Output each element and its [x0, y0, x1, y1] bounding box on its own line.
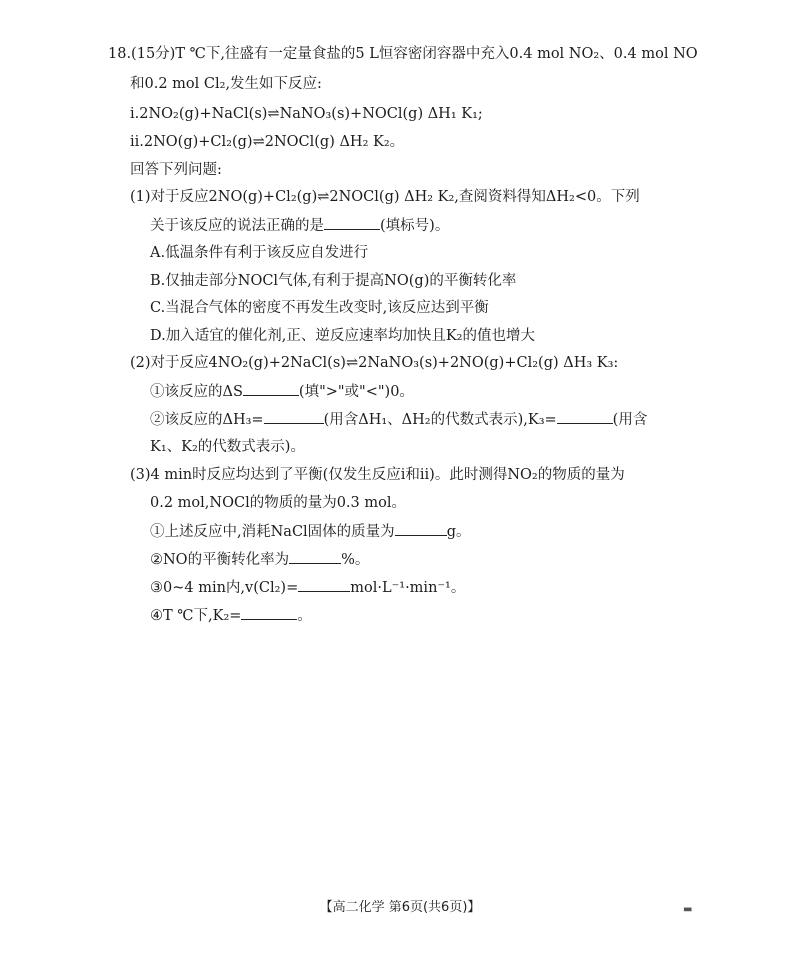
answer-blank[interactable] [557, 409, 613, 424]
part2-q1 [150, 381, 414, 402]
question-header: 18.(15分)T ℃下,往盛有一定量食盐的5 L恒容密闭容器中充入0.4 mol NO₂、0.4 mol NO [108, 46, 698, 62]
part1-stem-suffix: (填标号)。 [380, 218, 450, 234]
part3-q1 [150, 521, 470, 542]
part3-q3-text: ③0~4 min内,v(Cl₂)= [150, 580, 299, 596]
part2-q1-suffix: (填">"或"<")0。 [298, 384, 414, 400]
reaction-ii: ⅱ.2NO(g)+Cl₂(g)⇌2NOCl(g) ΔH₂ K₂。 [130, 134, 405, 150]
part3-q3-suffix: mol·L⁻¹·min⁻¹。 [350, 580, 466, 596]
instruction: 回答下列问题: [130, 162, 222, 178]
question-header-continued: 和0.2 mol Cl₂,发生如下反应: [130, 76, 322, 92]
part3-q3 [150, 577, 465, 598]
reaction-i: ⅰ.2NO₂(g)+NaCl(s)⇌NaNO₃(s)+NOCl(g) ΔH₁ K₁; [130, 106, 483, 122]
part3-q2 [150, 549, 369, 570]
part1-stem: (1)对于反应2NO(g)+Cl₂(g)⇌2NOCl(g) ΔH₂ K₂,查阅资料得知ΔH₂<0。下列 [130, 189, 640, 205]
part2-stem: (2)对于反应4NO₂(g)+2NaCl(s)⇌2NaNO₃(s)+2NO(g)+Cl₂(g) ΔH₃ K₃: [130, 355, 619, 371]
part3-stem: (3)4 min时反应均达到了平衡(仅发生反应ⅰ和ⅱ)。此时测得NO₂的物质的量为 [130, 467, 625, 483]
answer-blank[interactable] [241, 605, 297, 620]
answer-blank[interactable] [264, 409, 324, 424]
option-c: C.当混合气体的密度不再发生改变时,该反应达到平衡 [150, 300, 489, 316]
part2-q2-middle: (用含ΔH₁、ΔH₂的代数式表示),K₃= [323, 412, 557, 428]
option-b: B.仅抽走部分NOCl气体,有利于提高NO(g)的平衡转化率 [150, 273, 517, 289]
answer-blank[interactable] [289, 549, 341, 564]
part3-q1-suffix: g。 [446, 524, 471, 540]
answer-blank[interactable] [298, 577, 350, 592]
part2-q2-suffix: (用含 [612, 412, 648, 428]
option-d: D.加入适宜的催化剂,正、逆反应速率均加快且K₂的值也增大 [150, 328, 535, 344]
option-a: A.低温条件有利于该反应自发进行 [150, 245, 369, 261]
part1-stem-continued [150, 215, 449, 236]
part2-q1-text: ①该反应的ΔS [150, 384, 243, 400]
part2-q2-text: ②该反应的ΔH₃= [150, 412, 264, 428]
part3-q4-text: ④T ℃下,K₂= [150, 608, 242, 624]
scan-mark: ▬ [683, 904, 693, 915]
part3-q1-text: ①上述反应中,消耗NaCl固体的质量为 [150, 524, 395, 540]
page-footer: 【高二化学 第6页(共6页)】 [319, 900, 481, 915]
part3-q4 [150, 605, 312, 626]
part3-q4-suffix: 。 [297, 608, 312, 624]
part2-q2-continued: K₁、K₂的代数式表示)。 [150, 439, 305, 455]
answer-blank[interactable] [324, 215, 380, 230]
part3-q2-suffix: %。 [341, 552, 370, 568]
answer-blank[interactable] [395, 521, 447, 536]
part1-stem-text: 关于该反应的说法正确的是 [150, 218, 324, 234]
part3-stem-continued: 0.2 mol,NOCl的物质的量为0.3 mol。 [150, 495, 406, 511]
answer-blank[interactable] [243, 381, 299, 396]
part3-q2-text: ②NO的平衡转化率为 [150, 552, 290, 568]
part2-q2 [150, 409, 647, 430]
